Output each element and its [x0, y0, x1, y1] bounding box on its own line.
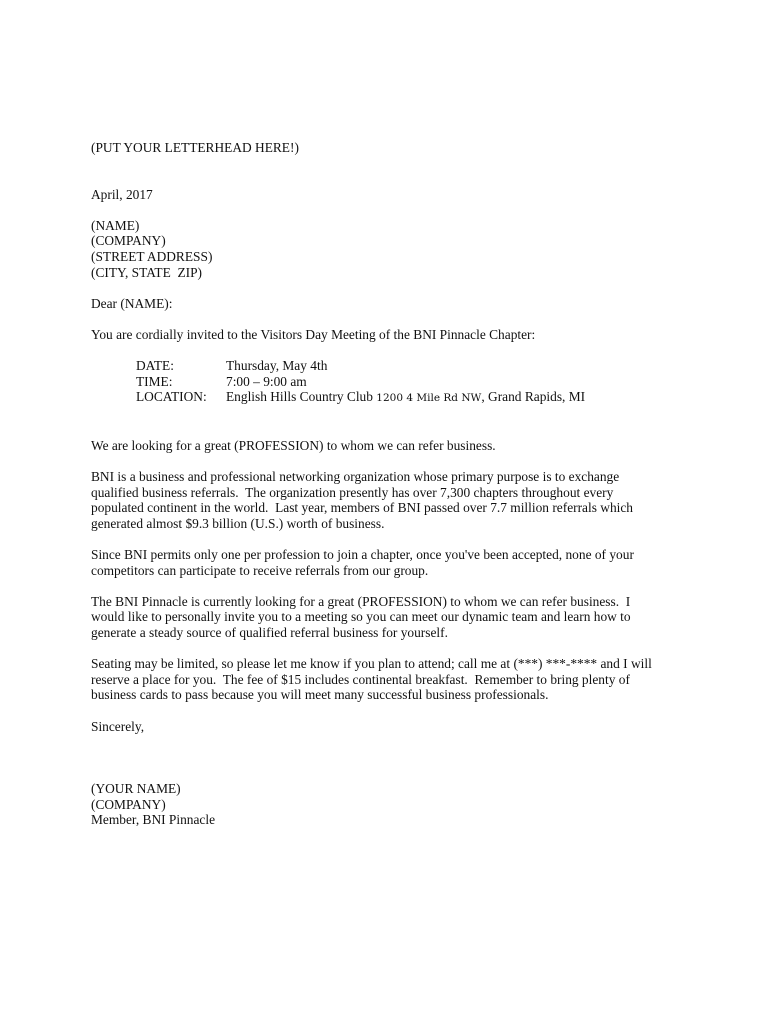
- letter-page: [91, 140, 691, 828]
- paragraph-line: business cards to pass because you will meet many successful business professionals.: [91, 687, 549, 703]
- location-street-address: 1200 4 Mile Rd NW: [376, 392, 482, 405]
- event-date-row: [136, 358, 691, 374]
- paragraph-line: Seating may be limited, so please let me know if you plan to attend; call me at (***) ***-**** and I will: [91, 656, 652, 672]
- letter-date: April, 2017: [91, 186, 153, 202]
- paragraph-line: competitors can participate to receive referrals from our group.: [91, 562, 429, 578]
- paragraph-line: generated almost $9.3 billion (U.S.) worth of business.: [91, 515, 385, 531]
- event-details: [136, 358, 691, 407]
- signature-company: (COMPANY): [91, 796, 166, 812]
- signature-name: (YOUR NAME): [91, 780, 181, 796]
- recipient-address-block: [91, 218, 691, 280]
- paragraph-line: Since BNI permits only one per profession to join a chapter, once you've been accepted, none of your: [91, 547, 634, 563]
- paragraph-seating: [91, 656, 681, 703]
- location-venue: English Hills Country Club: [226, 389, 377, 405]
- paragraph-line: populated continent in the world. Last year, members of BNI passed over 7.7 million referrals which: [91, 500, 634, 516]
- recipient-city-state-zip: (CITY, STATE ZIP): [91, 264, 203, 280]
- event-location-label: LOCATION:: [136, 389, 207, 405]
- salutation: Dear (NAME):: [91, 295, 173, 311]
- location-city: , Grand Rapids, MI: [481, 389, 586, 405]
- event-time-label: TIME:: [136, 373, 173, 389]
- letterhead-placeholder: (PUT YOUR LETTERHEAD HERE!): [91, 140, 299, 155]
- recipient-street: (STREET ADDRESS): [91, 248, 213, 264]
- recipient-name: (NAME): [91, 217, 140, 233]
- paragraph-line: would like to personally invite you to a meeting so you can meet our dynamic team and learn how to: [91, 609, 631, 625]
- paragraph-line: We are looking for a great (PROFESSION) to whom we can refer business.: [91, 437, 496, 453]
- event-location-value: [226, 389, 585, 407]
- paragraph-line: The BNI Pinnacle is currently looking for a great (PROFESSION) to whom we can refer business. I: [91, 593, 631, 609]
- paragraph-profession: [91, 438, 681, 454]
- paragraph-line: reserve a place for you. The fee of $15 includes continental breakfast. Remember to bring plenty of: [91, 671, 630, 687]
- event-time-value: 7:00 – 9:00 am: [226, 373, 307, 389]
- event-date-label: DATE:: [136, 358, 174, 374]
- closing: Sincerely,: [91, 718, 145, 734]
- paragraph-exclusivity: [91, 547, 681, 578]
- paragraph-line: qualified business referrals. The organization presently has over 7,300 chapters throughout every: [91, 484, 614, 500]
- paragraph-about-bni: [91, 469, 681, 531]
- signature-block: [91, 781, 691, 828]
- event-time-row: [136, 374, 691, 390]
- event-location-row: [136, 389, 691, 407]
- event-date-value: Thursday, May 4th: [226, 358, 328, 374]
- intro-paragraph: You are cordially invited to the Visitors Day Meeting of the BNI Pinnacle Chapter:: [91, 326, 536, 342]
- recipient-company: (COMPANY): [91, 233, 166, 249]
- paragraph-line: generate a steady source of qualified referral business for yourself.: [91, 625, 448, 641]
- paragraph-invitation: [91, 594, 681, 641]
- paragraph-line: BNI is a business and professional networking organization whose primary purpose is to exchange: [91, 469, 620, 485]
- signature-title: Member, BNI Pinnacle: [91, 812, 216, 828]
